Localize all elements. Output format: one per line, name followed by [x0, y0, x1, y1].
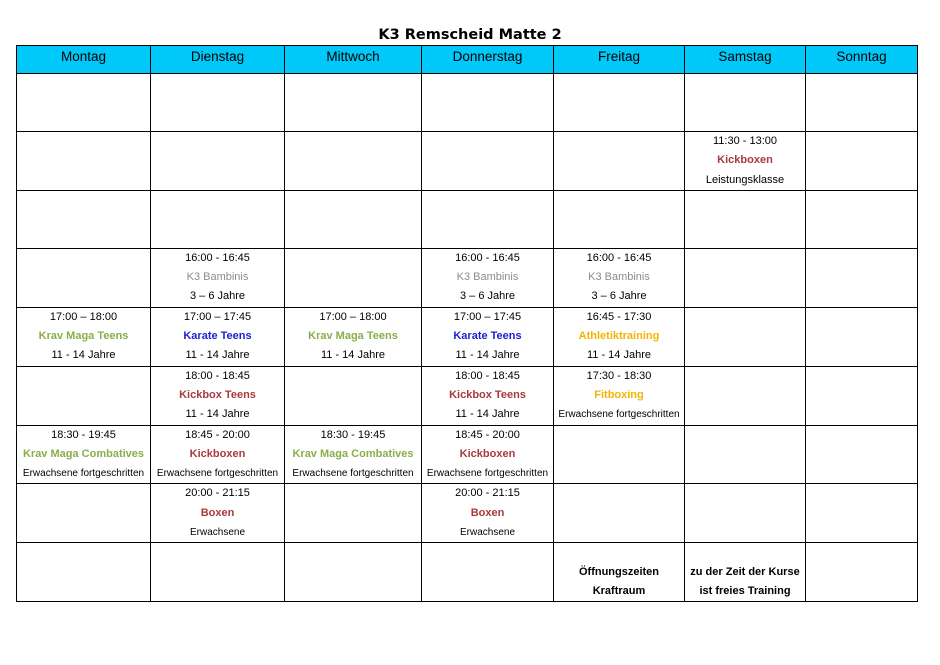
- class-time: 18:00 - 18:45: [455, 369, 520, 382]
- class-name: Kickboxen: [459, 447, 516, 460]
- day-header-donnerstag: Donnerstag: [422, 46, 554, 74]
- class-name: Karate Teens: [453, 330, 522, 343]
- day-header-montag: Montag: [17, 46, 151, 74]
- time-slot-row: [17, 248, 918, 307]
- class-name: Athletiktraining: [578, 330, 660, 343]
- class-time: 18:45 - 20:00: [185, 428, 250, 441]
- class-name: K3 Bambinis: [186, 271, 249, 284]
- class-group: 3 – 6 Jahre: [189, 290, 246, 303]
- class-group: 11 - 14 Jahre: [455, 349, 520, 362]
- class-name: K3 Bambinis: [588, 271, 650, 284]
- empty-cell: [806, 132, 918, 191]
- class-group: Kraftraum: [592, 584, 646, 597]
- empty-cell: [685, 366, 806, 425]
- empty-cell: [17, 248, 151, 307]
- schedule-body: [17, 74, 918, 602]
- time-slot-row: [17, 366, 918, 425]
- empty-cell: [685, 307, 806, 366]
- day-header-freitag: Freitag: [554, 46, 685, 74]
- class-time: 18:00 - 18:45: [185, 369, 250, 382]
- class-name: zu der Zeit der Kurse: [690, 565, 800, 578]
- class-name: Boxen: [470, 506, 505, 519]
- class-name: Krav Maga Combatives: [292, 447, 414, 460]
- empty-cell: [685, 190, 806, 248]
- class-cell: [151, 307, 285, 366]
- class-time: 20:00 - 21:15: [185, 487, 250, 500]
- class-time: 17:00 – 18:00: [49, 310, 118, 323]
- class-time: 11:30 - 13:00: [712, 135, 777, 147]
- class-cell: [554, 543, 685, 602]
- class-cell: [151, 484, 285, 543]
- time-slot-row: [17, 425, 918, 484]
- empty-cell: [285, 543, 422, 602]
- empty-cell: [285, 132, 422, 191]
- empty-cell: [17, 190, 151, 248]
- empty-cell: [554, 132, 685, 191]
- empty-cell: [806, 425, 918, 484]
- time-slot-row: [17, 484, 918, 543]
- class-name: Kickbox Teens: [179, 388, 256, 401]
- empty-cell: [554, 190, 685, 248]
- class-group: 11 - 14 Jahre: [320, 349, 385, 362]
- empty-cell: [685, 74, 806, 132]
- class-time: 16:45 - 17:30: [586, 310, 652, 323]
- class-cell: [685, 543, 806, 602]
- empty-cell: [422, 74, 554, 132]
- empty-cell: [17, 366, 151, 425]
- day-header-sonntag: Sonntag: [806, 46, 918, 74]
- class-time: 18:45 - 20:00: [455, 428, 520, 441]
- class-cell: [422, 307, 554, 366]
- empty-cell: [685, 425, 806, 484]
- class-cell: [422, 366, 554, 425]
- class-group: 11 - 14 Jahre: [185, 349, 250, 362]
- class-cell: [151, 425, 285, 484]
- empty-cell: [806, 366, 918, 425]
- class-cell: [554, 366, 685, 425]
- class-cell: [422, 484, 554, 543]
- class-time: 16:00 - 16:45: [185, 251, 250, 264]
- class-cell: [285, 307, 422, 366]
- class-group: Erwachsene fortgeschritten: [558, 409, 680, 421]
- empty-cell: [422, 190, 554, 248]
- empty-cell: [554, 425, 685, 484]
- time-slot-row: [17, 307, 918, 366]
- empty-cell: [554, 484, 685, 543]
- empty-cell: [806, 307, 918, 366]
- class-name: Karate Teens: [183, 330, 252, 343]
- class-name: Kickbox Teens: [449, 388, 526, 401]
- time-slot-row: [17, 74, 918, 132]
- class-time: 16:00 - 16:45: [455, 251, 520, 264]
- class-cell: [685, 132, 806, 191]
- schedule-table: [16, 45, 918, 602]
- class-cell: [151, 366, 285, 425]
- empty-cell: [806, 248, 918, 307]
- empty-cell: [806, 74, 918, 132]
- day-header-dienstag: Dienstag: [151, 46, 285, 74]
- class-time: 18:30 - 19:45: [51, 428, 116, 441]
- class-group: Erwachsene fortgeschritten: [426, 468, 549, 480]
- empty-cell: [422, 543, 554, 602]
- empty-cell: [17, 484, 151, 543]
- empty-cell: [685, 248, 806, 307]
- class-time: [685, 543, 805, 562]
- empty-cell: [151, 543, 285, 602]
- empty-cell: [285, 366, 422, 425]
- class-group: 11 - 14 Jahre: [455, 408, 520, 421]
- empty-cell: [285, 484, 422, 543]
- empty-cell: [151, 132, 285, 191]
- class-time: 17:00 – 17:45: [453, 310, 522, 323]
- empty-cell: [17, 543, 151, 602]
- day-header-mittwoch: Mittwoch: [285, 46, 422, 74]
- class-group: Erwachsene fortgeschritten: [292, 468, 414, 480]
- class-group: Erwachsene fortgeschritten: [22, 468, 145, 480]
- time-slot-row: [17, 132, 918, 191]
- time-slot-row: [17, 190, 918, 248]
- empty-cell: [151, 74, 285, 132]
- empty-cell: [554, 74, 685, 132]
- class-group: Erwachsene fortgeschritten: [156, 468, 279, 480]
- class-name: Krav Maga Teens: [308, 330, 398, 343]
- class-time: [554, 543, 684, 562]
- class-group: 3 – 6 Jahre: [459, 290, 516, 303]
- page-title: K3 Remscheid Matte 2: [378, 27, 562, 43]
- class-cell: [554, 307, 685, 366]
- class-group: 11 - 14 Jahre: [586, 349, 651, 362]
- empty-cell: [285, 190, 422, 248]
- class-name: Fitboxing: [594, 388, 644, 401]
- weekday-header-row: [17, 46, 918, 74]
- class-name: Krav Maga Combatives: [22, 447, 145, 460]
- class-time: 16:00 - 16:45: [586, 251, 652, 264]
- class-group: 11 - 14 Jahre: [51, 349, 116, 362]
- class-name: Boxen: [200, 506, 235, 519]
- empty-cell: [17, 132, 151, 191]
- class-cell: [151, 248, 285, 307]
- empty-cell: [806, 484, 918, 543]
- class-name: Krav Maga Teens: [38, 330, 129, 343]
- day-header-samstag: Samstag: [685, 46, 806, 74]
- empty-cell: [17, 74, 151, 132]
- class-group: Erwachsene: [459, 527, 516, 539]
- class-time: 17:00 – 17:45: [183, 310, 252, 323]
- empty-cell: [685, 484, 806, 543]
- empty-cell: [285, 74, 422, 132]
- class-cell: [17, 425, 151, 484]
- class-group: Erwachsene: [189, 527, 246, 539]
- class-name: K3 Bambinis: [456, 271, 519, 284]
- empty-cell: [806, 190, 918, 248]
- class-group: 11 - 14 Jahre: [185, 408, 250, 421]
- empty-cell: [151, 190, 285, 248]
- class-time: 17:30 - 18:30: [586, 369, 652, 382]
- class-name: Kickboxen: [717, 154, 773, 167]
- class-cell: [554, 248, 685, 307]
- class-cell: [422, 248, 554, 307]
- class-time: 18:30 - 19:45: [320, 428, 386, 441]
- class-group: Leistungsklasse: [705, 173, 785, 186]
- empty-cell: [422, 132, 554, 191]
- time-slot-row: [17, 543, 918, 602]
- class-cell: [17, 307, 151, 366]
- class-name: Kickboxen: [189, 447, 246, 460]
- class-group: ist freies Training: [699, 584, 791, 597]
- empty-cell: [285, 248, 422, 307]
- class-cell: [422, 425, 554, 484]
- empty-cell: [806, 543, 918, 602]
- class-group: 3 – 6 Jahre: [591, 290, 647, 303]
- class-name: Öffnungszeiten: [578, 565, 660, 578]
- class-time: 20:00 - 21:15: [455, 487, 520, 500]
- class-cell: [285, 425, 422, 484]
- class-time: 17:00 – 18:00: [319, 310, 387, 323]
